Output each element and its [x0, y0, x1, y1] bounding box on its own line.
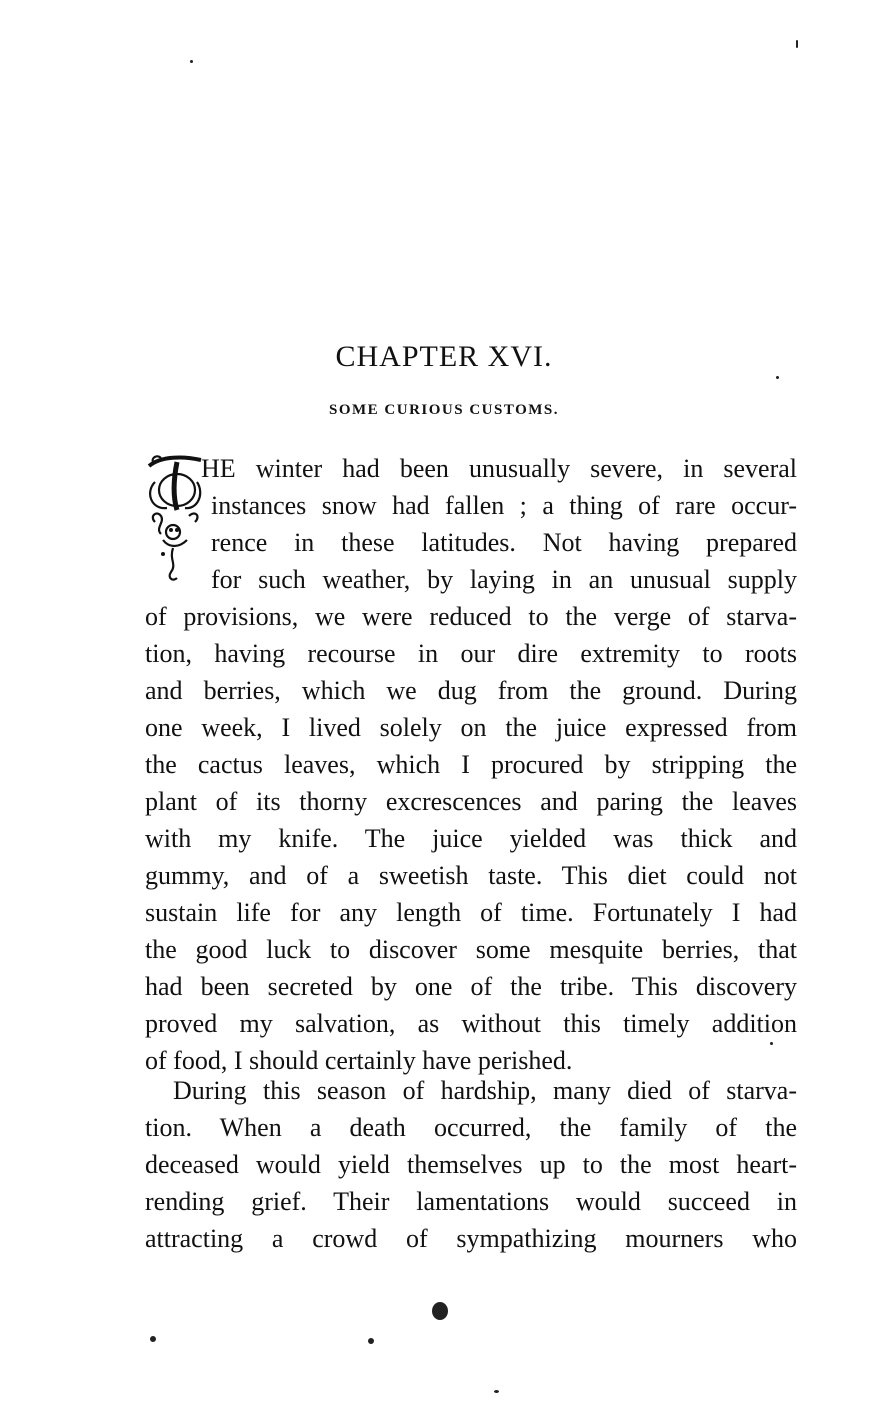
text-line: had been secreted by one of the tribe. This discovery [145, 972, 797, 1001]
text-line: deceased would yield themselves up to the most heart- [145, 1150, 797, 1179]
text-line: gummy, and of a sweetish taste. This diet could not [145, 861, 797, 890]
text-line: tion, having recourse in our dire extremity to roots [145, 639, 797, 668]
text-line: proved my salvation, as without this timely addition [145, 1009, 797, 1038]
text-line: and berries, which we dug from the ground. During [145, 676, 797, 705]
text-line: the cactus leaves, which I procured by stripping the [145, 750, 797, 779]
scan-speck [190, 60, 193, 63]
text-line: of food, I should certainly have perished. [145, 1046, 573, 1075]
text-line: sustain life for any length of time. Fortunately I had [145, 898, 797, 927]
text-line: for such weather, by laying in an unusual supply [211, 565, 797, 594]
scan-speck [150, 1336, 156, 1342]
text-line: with my knife. The juice yielded was thick and [145, 824, 797, 853]
chapter-title: CHAPTER XVI. [335, 340, 553, 373]
text-line: instances snow had fallen ; a thing of rare occur- [211, 491, 797, 520]
text-line: attracting a crowd of sympathizing mourners who [145, 1224, 797, 1253]
text-line: tion. When a death occurred, the family of the [145, 1113, 797, 1142]
text-line: During this season of hardship, many died of starva- [173, 1076, 797, 1105]
paragraph-2 [145, 1072, 797, 1257]
scan-speck [776, 376, 779, 379]
text-line: the good luck to discover some mesquite berries, that [145, 935, 797, 964]
chapter-subtitle: SOME CURIOUS CUSTOMS. [328, 402, 559, 418]
text-line: one week, I lived solely on the juice expressed from [145, 713, 797, 742]
scan-speck [368, 1338, 374, 1344]
paragraph-1 [145, 450, 797, 1079]
text-line: of provisions, we were reduced to the verge of starva- [145, 602, 797, 631]
scan-speck [796, 40, 798, 48]
scan-speck [770, 1042, 773, 1045]
text-line: plant of its thorny excrescences and paring the leaves [145, 787, 797, 816]
text-line: rence in these latitudes. Not having prepared [211, 528, 797, 557]
text-line: rending grief. Their lamentations would succeed in [145, 1187, 797, 1216]
scan-speck [432, 1302, 448, 1320]
scan-speck [494, 1390, 499, 1393]
text-line: HE winter had been unusually severe, in several [201, 454, 797, 483]
